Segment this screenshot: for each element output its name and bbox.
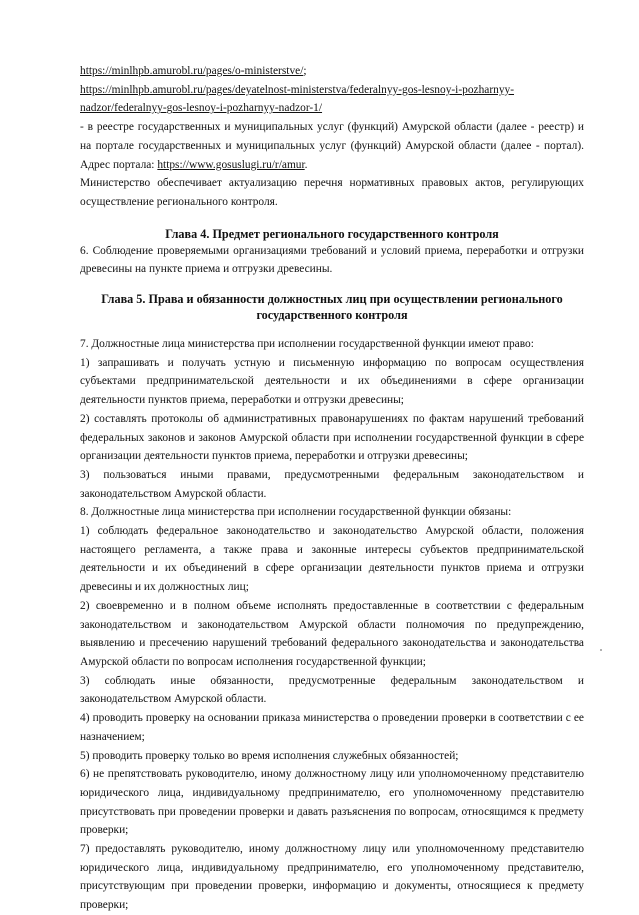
- chapter-5-title-line-1: Глава 5. Права и обязанности должностных лиц при осуществлении регионального: [101, 292, 563, 307]
- paragraph-7: 7. Должностные лица министерства при исполнении государственной функции имеют право:: [80, 338, 534, 351]
- ministry-about-link[interactable]: https://minlhpb.amurobl.ru/pages/o-ministerstve/: [80, 65, 304, 77]
- registry-paragraph: [80, 118, 584, 174]
- list-item-8-4: 4) проводить проверку на основании приказа министерства о проведении проверки в соответствии с ее назначением;: [80, 712, 584, 743]
- list-item-8-2: 2) своевременно и в полном объеме исполнять предоставленные в соответствии с федеральным законодательством и законодательством Амурской области полномочия по предупреждению, выявлению и пресечению нарушений требований федерального законодательства и законодательства Амурской области по вопросам исполнения государственной функции;: [80, 599, 584, 668]
- list-item-8-5: 5) проводить проверку только во время исполнения служебных обязанностей;: [80, 749, 459, 762]
- chapter-5-title: [80, 291, 584, 323]
- scan-dot: [600, 649, 602, 651]
- list-item-8-7: 7) предоставлять руководителю, иному должностному лицу или уполномоченному представителю юридического лица, индивидуальному предпринимателю, его уполномоченному представителю, присутствующим при проведении проверки, информацию и документы, относящиеся к предмету проверки;: [80, 843, 584, 912]
- list-item-7-2: 2) составлять протоколы об административных правонарушениях по фактам нарушений требований федеральных законов и законов Амурской области при исполнении государственной функции в сфере организации деятельности пунктов приема, переработки и отгрузки древесины;: [80, 412, 584, 463]
- portal-link[interactable]: https://www.gosuslugi.ru/r/amur: [157, 158, 305, 171]
- chapter-5-title-line-2: государственного контроля: [256, 308, 408, 323]
- ministry-nadzor-link[interactable]: https://minlhpb.amurobl.ru/pages/deyatelnost-ministerstva/federalnyy-gos-lesnoy-i-pozharnyy-nadzor/federalnyy-gos-lesnoy-i-pozharnyy-nadzor-1/: [80, 83, 515, 115]
- update-paragraph: Министерство обеспечивает актуализацию перечня нормативных правовых актов, регулирующих осуществление регионального контроля.: [80, 177, 584, 208]
- document-body: [80, 62, 584, 915]
- link-paragraph-2: [80, 81, 584, 118]
- list-item-7-1: 1) запрашивать и получать устную и письменную информацию по вопросам осуществления субъектами предпринимательской деятельности и их объединениями в сфере организации деятельности пунктов приема, переработки и отгрузки древесины;: [80, 356, 584, 407]
- registry-text: - в реестре государственных и муниципальных услуг (функций) Амурской области (далее - реестр) и на портале государственных и муниципальных услуг (функций) Амурской области (далее - портал). Адрес портала:: [80, 121, 584, 171]
- link-paragraph-1: [80, 62, 584, 81]
- paragraph-6: 6. Соблюдение проверяемыми организациями требований и условий приема, переработки и отгрузки древесины на пункте приема и отгрузки древесины.: [80, 244, 584, 276]
- list-item-8-3: 3) соблюдать иные обязанности, предусмотренные федеральным законодательством и законодательством Амурской области.: [80, 674, 584, 706]
- portal-suffix: .: [304, 158, 308, 171]
- paragraph-8: 8. Должностные лица министерства при исполнении государственной функции обязаны:: [80, 506, 512, 519]
- list-item-7-3: 3) пользоваться иными правами, предусмотренными федеральным законодательством и законодательством Амурской области.: [80, 468, 584, 500]
- list-item-8-6: 6) не препятствовать руководителю, иному должностному лицу или уполномоченному представителю юридического лица, индивидуальному предпринимателю, его уполномоченному представителю присутствовать при проведении проверки и давать разъяснения по вопросам, относящимся к предмету проверки;: [80, 768, 584, 837]
- link-suffix: ;: [303, 65, 307, 77]
- list-item-8-1: 1) соблюдать федеральное законодательство и законодательство Амурской области, положения настоящего регламента, а также права и законные интересы субъектов предпринимательской деятельности и их объединений в сфере организации деятельности пунктов приема и отгрузки древесины и их должностных лиц;: [80, 525, 584, 594]
- chapter-4-title: Глава 4. Предмет регионального государственного контроля: [165, 226, 499, 241]
